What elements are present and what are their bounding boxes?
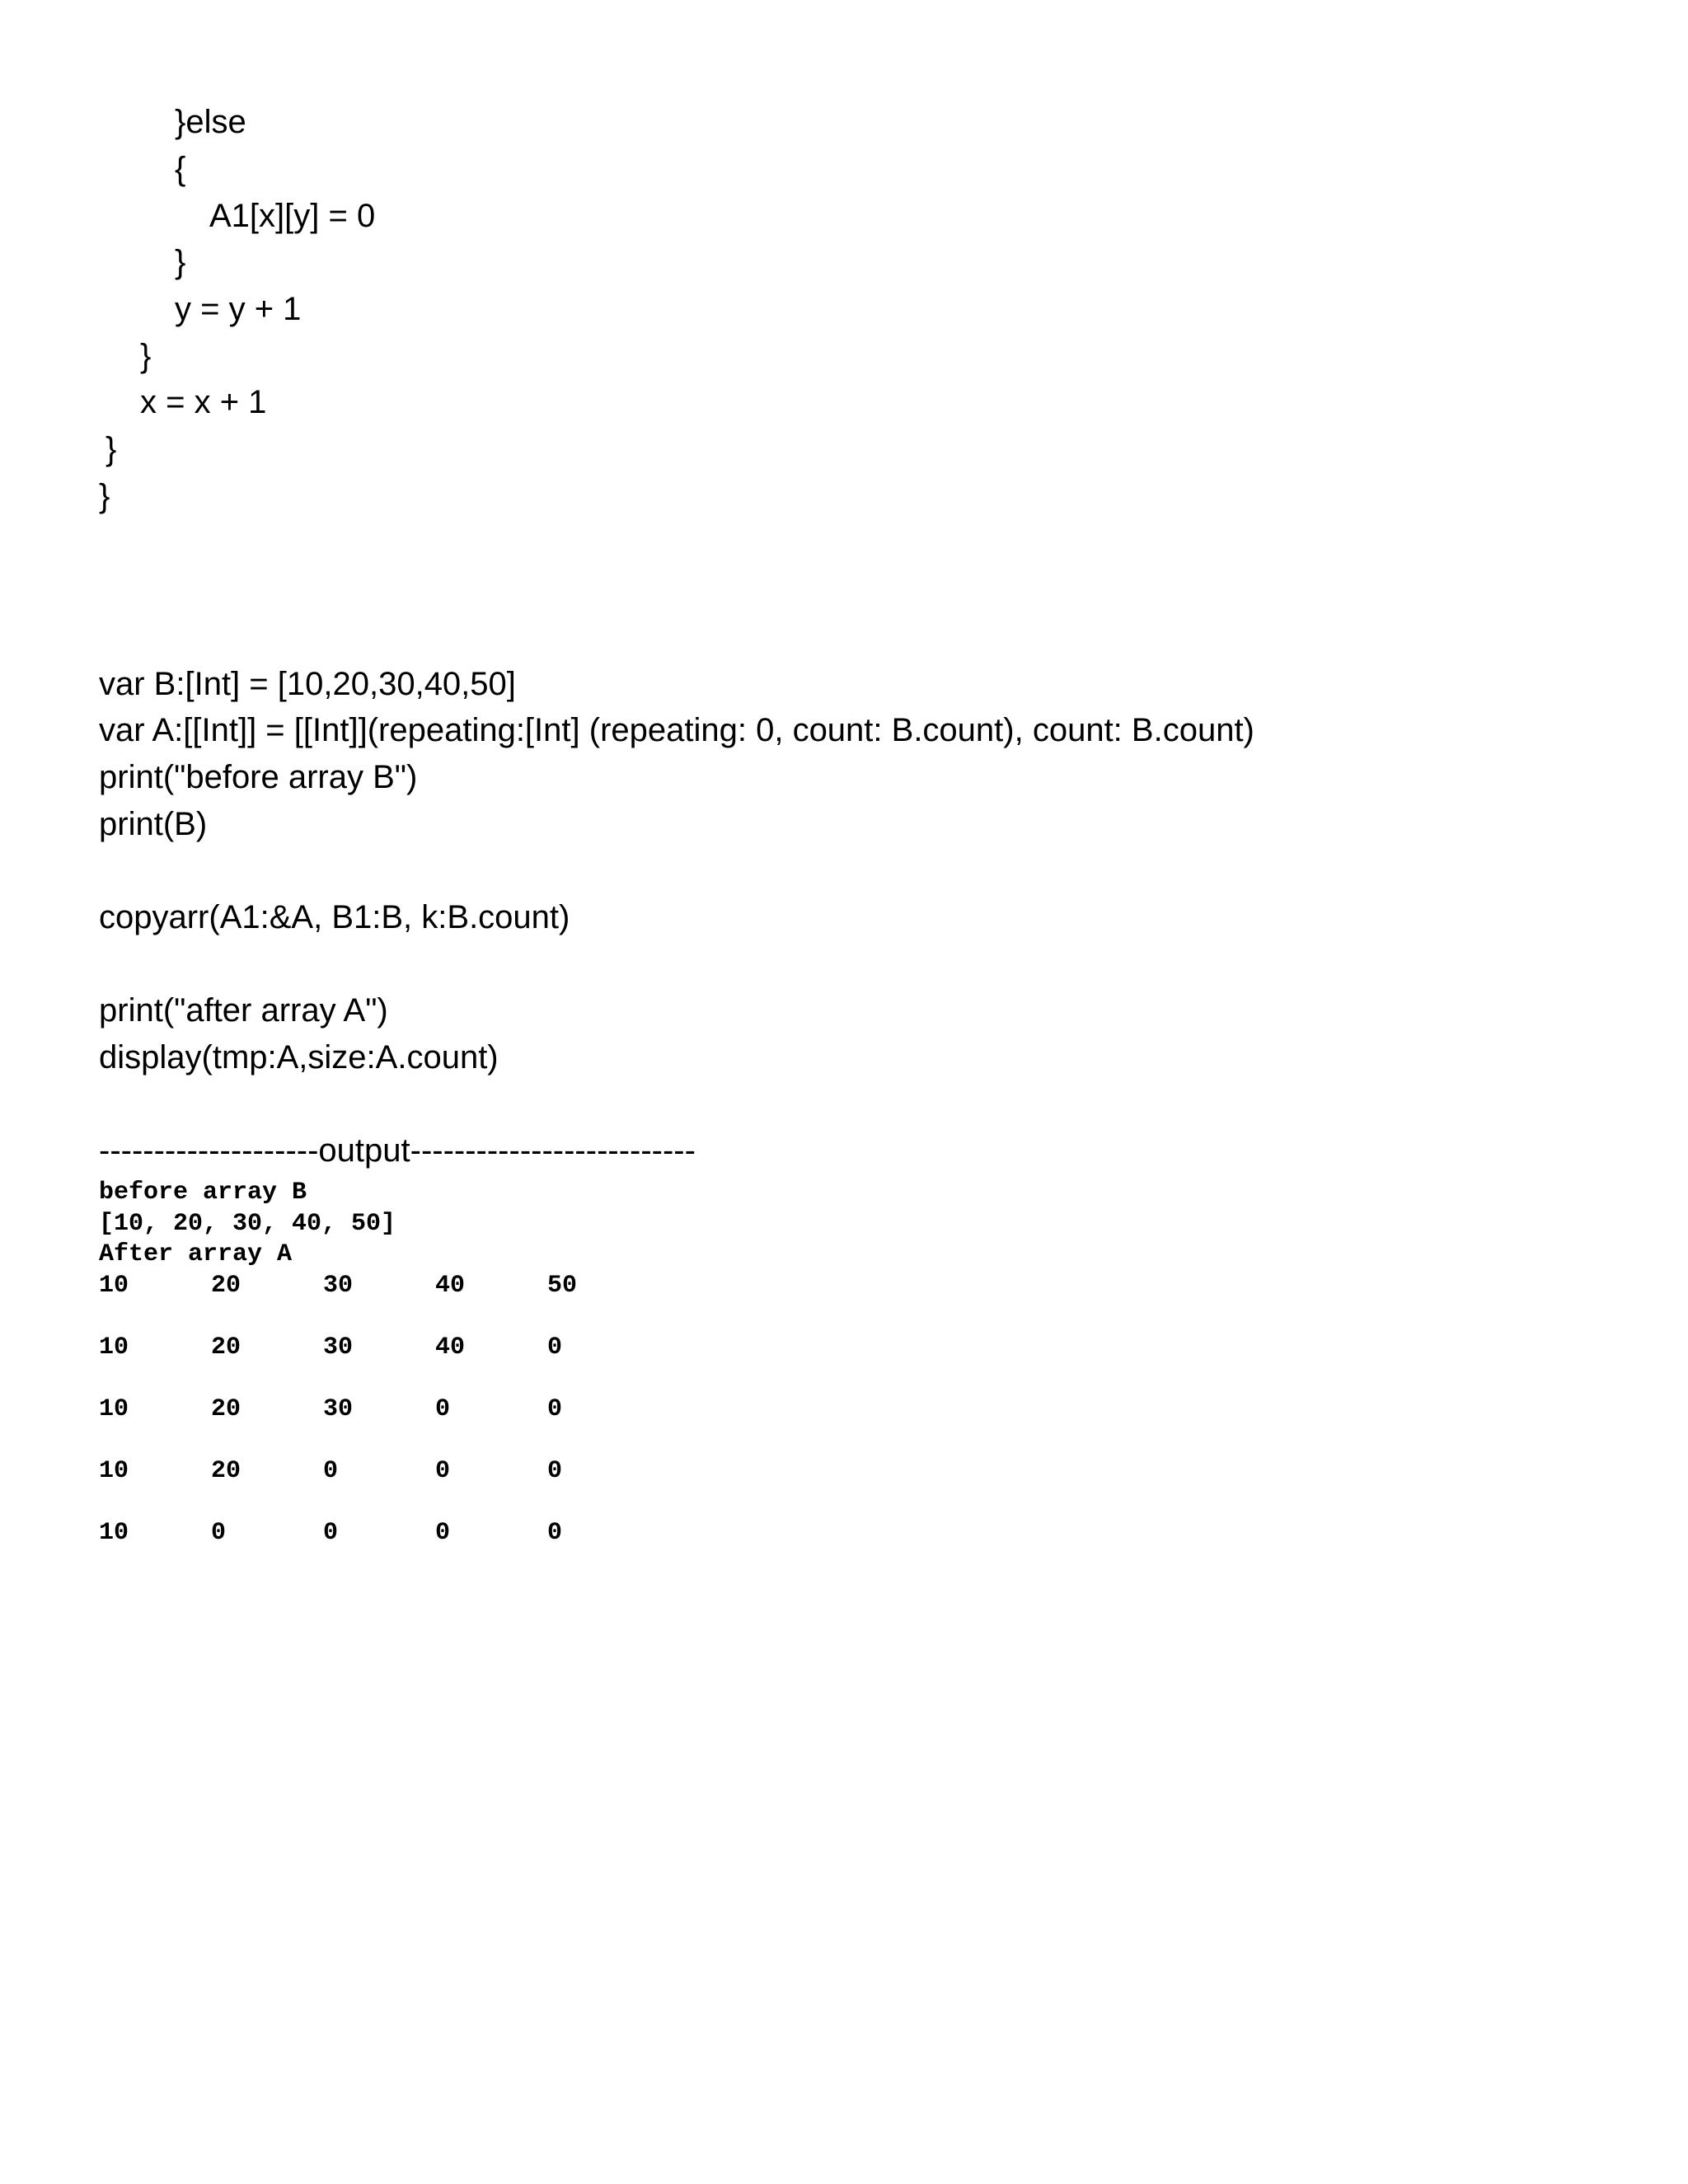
code-line-assign-zero: A1[x][y] = 0 <box>209 198 376 234</box>
code-line-close-brace: } <box>175 244 186 280</box>
code-line-copyarr: copyarr(A1:&A, B1:B, k:B.count) <box>99 899 570 935</box>
matrix-cell: 20 <box>211 1395 241 1423</box>
matrix-cell: 20 <box>211 1457 241 1485</box>
output-line-after: After array A <box>99 1240 293 1268</box>
code-line-close-brace-outer: } <box>106 431 117 467</box>
matrix-cell: 50 <box>547 1272 578 1300</box>
code-line-display: display(tmp:A,size:A.count) <box>99 1039 499 1076</box>
matrix-cell: 10 <box>99 1457 129 1485</box>
code-line-print-b: print(B) <box>99 806 208 842</box>
matrix-cell: 0 <box>323 1519 339 1547</box>
code-line-close-brace-func: } <box>99 478 110 514</box>
matrix-cell: 20 <box>211 1272 241 1300</box>
output-separator: --------------------output-------------------------- <box>99 1132 696 1169</box>
code-line-x-increment: x = x + 1 <box>140 384 267 420</box>
matrix-cell: 40 <box>435 1272 466 1300</box>
matrix-cell: 0 <box>547 1457 563 1485</box>
matrix-cell: 0 <box>435 1395 451 1423</box>
matrix-cell: 0 <box>323 1457 339 1485</box>
code-line-open-brace: { <box>175 151 186 187</box>
code-line-print-after: print("after array A") <box>99 992 388 1029</box>
output-line-before: before array B <box>99 1179 307 1207</box>
matrix-cell: 10 <box>99 1395 129 1423</box>
matrix-cell: 10 <box>99 1333 129 1361</box>
matrix-cell: 30 <box>323 1333 354 1361</box>
code-line-var-b: var B:[Int] = [10,20,30,40,50] <box>99 666 516 702</box>
matrix-cell: 0 <box>435 1457 451 1485</box>
matrix-cell: 0 <box>547 1333 563 1361</box>
matrix-cell: 0 <box>435 1519 451 1547</box>
matrix-cell: 40 <box>435 1333 466 1361</box>
code-line-close-brace-inner: } <box>140 338 152 374</box>
code-line-var-a: var A:[[Int]] = [[Int]](repeating:[Int] (repeating: 0, count: B.count), count: B.count) <box>99 712 1254 748</box>
code-line-print-before: print("before array B") <box>99 759 418 795</box>
matrix-cell: 20 <box>211 1333 241 1361</box>
code-line-else: }else <box>175 104 246 140</box>
matrix-cell: 10 <box>99 1272 129 1300</box>
matrix-cell: 0 <box>547 1519 563 1547</box>
matrix-cell: 0 <box>211 1519 227 1547</box>
output-line-array-b: [10, 20, 30, 40, 50] <box>99 1210 396 1238</box>
matrix-cell: 10 <box>99 1519 129 1547</box>
matrix-cell: 0 <box>547 1395 563 1423</box>
code-line-y-increment: y = y + 1 <box>175 291 302 327</box>
matrix-cell: 30 <box>323 1272 354 1300</box>
matrix-cell: 30 <box>323 1395 354 1423</box>
